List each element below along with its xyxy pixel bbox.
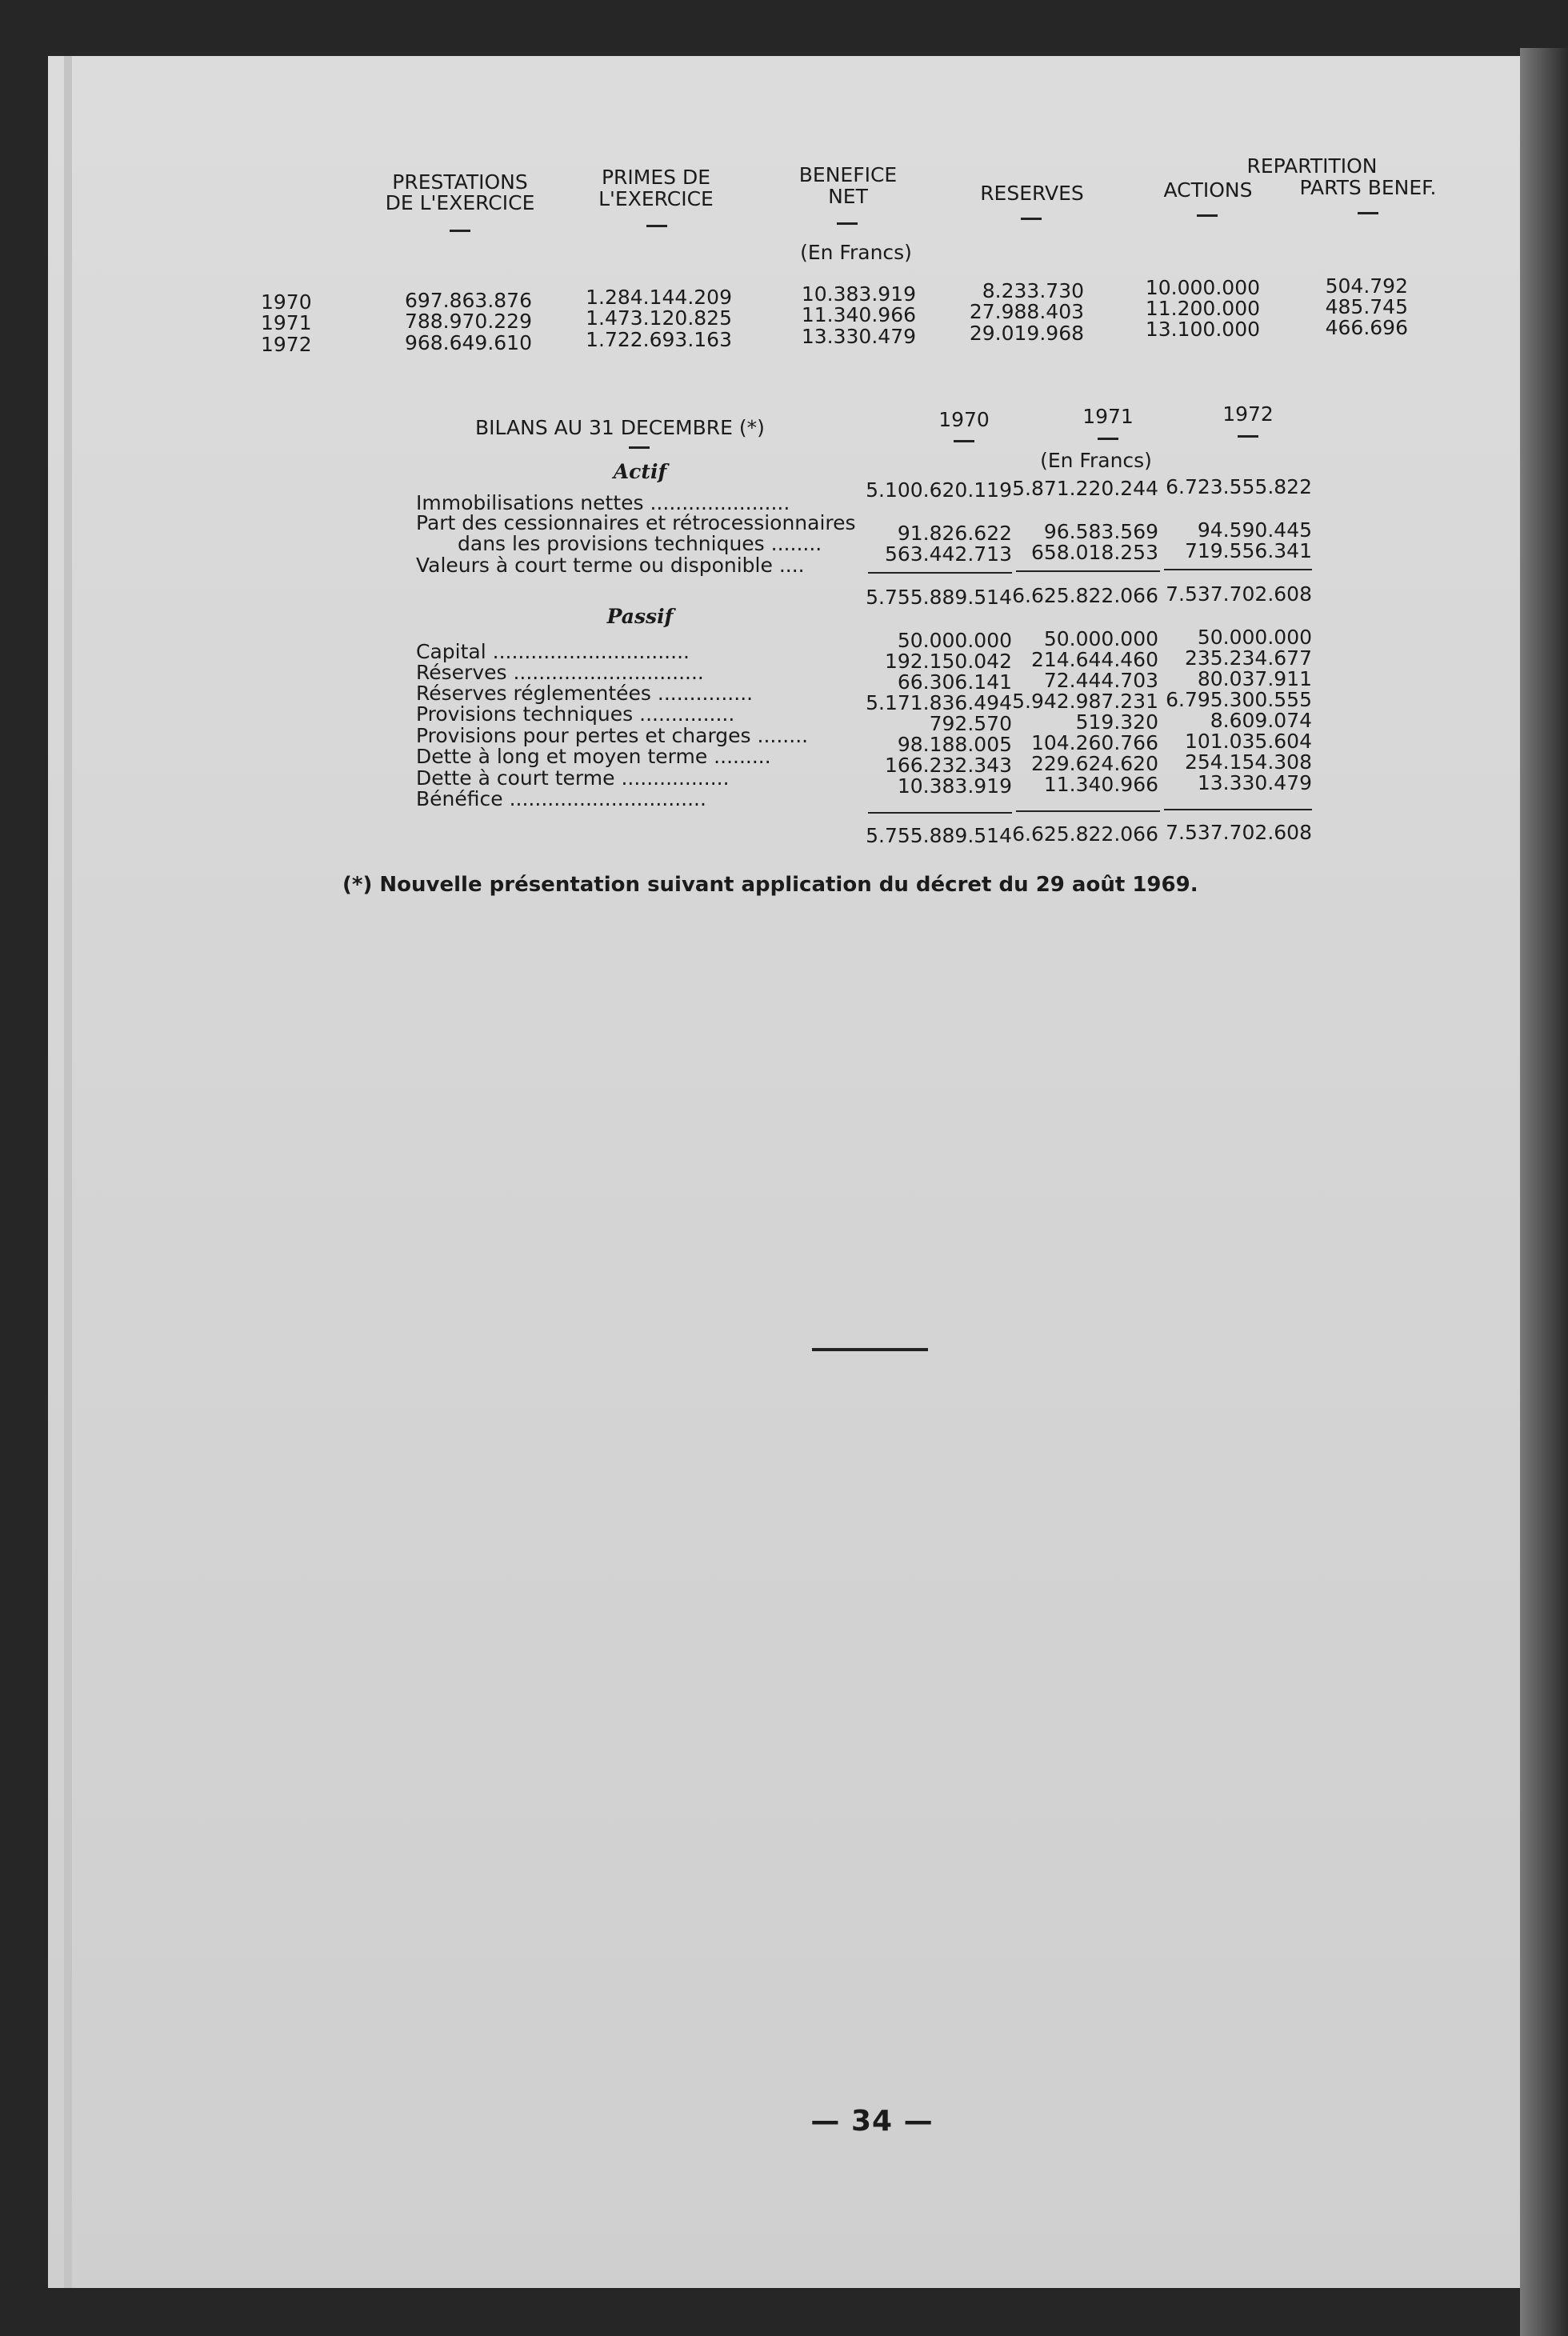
passif-total-1971: 6.625.822.066 (1012, 822, 1158, 846)
document-page (48, 56, 1520, 2288)
table1-benefice: 11.340.966 (801, 303, 916, 326)
passif-label-row: Provisions pour pertes et charges ........ (416, 724, 809, 747)
header-prestations-line2: DE L'EXERCICE (385, 191, 535, 214)
table1-prestations: 697.863.876 (404, 289, 532, 312)
actif-row-label: Immobilisations nettes (416, 491, 644, 514)
passif-value-1970: 5.171.836.494 (866, 691, 1012, 714)
header-primes-line1: PRIMES DE (601, 166, 711, 189)
passif-value-1971: 519.320 (1075, 710, 1158, 734)
passif-row-label: Dette à court terme (416, 766, 615, 790)
total-rule (1164, 569, 1312, 570)
bilans-year-1972: 1972 (1222, 402, 1274, 426)
actif-label: Actif (613, 460, 667, 483)
passif-value-1971: 214.644.460 (1030, 648, 1158, 671)
actif-row-label: Part des cessionnaires et rétrocessionnaires (416, 511, 856, 534)
passif-label-row: Dette à long et moyen terme ......... (416, 745, 771, 768)
bilans-year-1970: 1970 (938, 408, 990, 431)
passif-value-1970: 166.232.343 (884, 754, 1012, 777)
passif-value-1970: 66.306.141 (897, 670, 1012, 694)
actif-row-label: Valeurs à court terme ou disponible (416, 554, 773, 577)
header-dash (450, 230, 470, 232)
total-rule (868, 572, 1012, 574)
table1-primes: 1.722.693.163 (586, 328, 732, 351)
passif-value-1972: 50.000.000 (1197, 626, 1312, 649)
table1-reserves: 8.233.730 (982, 279, 1084, 302)
header-dash (1358, 212, 1378, 214)
bilans-title: BILANS AU 31 DECEMBRE (*) (475, 416, 765, 439)
actif-value-1972: 94.590.445 (1197, 518, 1312, 542)
header-benefice-line2: NET (828, 185, 868, 208)
total-rule (1016, 810, 1160, 812)
passif-total-1972: 7.537.702.608 (1166, 821, 1312, 844)
table1-parts: 466.696 (1325, 316, 1408, 339)
table1-benefice: 13.330.479 (801, 325, 916, 348)
passif-value-1970: 50.000.000 (897, 629, 1012, 652)
header-dash (1197, 214, 1218, 217)
actif-row-label: dans les provisions techniques (458, 532, 765, 555)
actif-value-1970: 5.100.620.119 (866, 478, 1012, 502)
header-dash (1098, 438, 1118, 440)
passif-value-1971: 104.260.766 (1030, 731, 1158, 754)
section-divider (812, 1348, 928, 1351)
passif-label-row: Réserves .............................. (416, 661, 704, 684)
passif-value-1971: 5.942.987.231 (1012, 690, 1158, 713)
passif-label-row: Réserves réglementées ............... (416, 682, 754, 705)
table1-actions: 13.100.000 (1145, 318, 1260, 341)
header-dash (629, 446, 650, 449)
total-rule (868, 812, 1012, 814)
passif-row-label: Dette à long et moyen terme (416, 745, 708, 768)
passif-value-1972: 8.609.074 (1210, 709, 1312, 732)
table1-prestations: 968.649.610 (404, 331, 532, 354)
actif-total-1970: 5.755.889.514 (866, 586, 1012, 609)
passif-label: Passif (606, 605, 674, 628)
total-rule (1016, 570, 1160, 572)
passif-label-row: Dette à court terme ................. (416, 766, 730, 790)
bilans-year-1971: 1971 (1082, 405, 1134, 428)
header-benefice-line1: BENEFICE (798, 163, 898, 186)
total-rule (1164, 809, 1312, 810)
passif-row-label: Provisions pour pertes et charges (416, 724, 751, 747)
page-number: — 34 — (810, 2105, 934, 2138)
bilans-unit: (En Francs) (1040, 449, 1152, 472)
actif-value-1971: 5.871.220.244 (1012, 477, 1158, 500)
table1-year: 1972 (261, 333, 312, 356)
table1-prestations: 788.970.229 (404, 310, 532, 333)
actif-value-1972: 719.556.341 (1184, 539, 1312, 562)
table1-year: 1970 (261, 290, 312, 314)
footnote: (*) Nouvelle présentation suivant application du décret du 29 août 1969. (342, 873, 1198, 897)
passif-value-1971: 72.444.703 (1043, 669, 1158, 692)
actif-value-1972: 6.723.555.822 (1166, 475, 1312, 498)
table1-actions: 11.200.000 (1145, 297, 1260, 320)
passif-value-1970: 10.383.919 (897, 774, 1012, 798)
table1-actions: 10.000.000 (1145, 276, 1260, 299)
passif-row-label: Provisions techniques (416, 702, 634, 726)
header-repartition: REPARTITION (1246, 154, 1378, 178)
passif-row-label: Réserves (416, 661, 507, 684)
header-dash (1021, 218, 1042, 220)
actif-label-row: Immobilisations nettes ...................... (416, 491, 790, 514)
book-spine (1520, 48, 1568, 2336)
passif-value-1971: 11.340.966 (1043, 773, 1158, 796)
actif-value-1970: 563.442.713 (884, 542, 1012, 566)
table1-primes: 1.473.120.825 (586, 306, 732, 330)
passif-value-1972: 80.037.911 (1197, 667, 1312, 690)
passif-label-row: Capital ............................... (416, 640, 690, 663)
actif-value-1970: 91.826.622 (897, 522, 1012, 545)
passif-value-1970: 192.150.042 (884, 650, 1012, 673)
actif-label-row: dans les provisions techniques ........ (458, 532, 822, 555)
passif-total-1970: 5.755.889.514 (866, 824, 1012, 847)
table1-parts: 504.792 (1325, 274, 1408, 298)
header-primes-line2: L'EXERCICE (598, 187, 714, 210)
passif-value-1970: 792.570 (929, 712, 1012, 735)
passif-value-1972: 254.154.308 (1184, 750, 1312, 774)
actif-label-row: Valeurs à court terme ou disponible .... (416, 554, 805, 577)
passif-label-row: Bénéfice ............................... (416, 787, 706, 810)
passif-value-1972: 6.795.300.555 (1166, 688, 1312, 711)
passif-label-row: Provisions techniques ............... (416, 702, 735, 726)
table1-unit: (En Francs) (800, 241, 912, 264)
header-actions: ACTIONS (1163, 178, 1253, 202)
passif-row-label: Capital (416, 640, 486, 663)
passif-value-1972: 101.035.604 (1184, 730, 1312, 753)
actif-total-1972: 7.537.702.608 (1166, 582, 1312, 606)
actif-total-1971: 6.625.822.066 (1012, 584, 1158, 607)
header-dash (837, 222, 858, 225)
header-parts-benef: PARTS BENEF. (1299, 176, 1437, 199)
table1-parts: 485.745 (1325, 295, 1408, 318)
passif-row-label: Bénéfice (416, 787, 503, 810)
header-dash (1238, 435, 1258, 438)
table1-reserves: 27.988.403 (969, 300, 1084, 323)
header-dash (646, 225, 667, 227)
passif-value-1971: 50.000.000 (1043, 627, 1158, 650)
passif-value-1971: 229.624.620 (1030, 752, 1158, 775)
header-reserves: RESERVES (980, 182, 1084, 205)
table1-benefice: 10.383.919 (801, 282, 916, 306)
actif-value-1971: 96.583.569 (1043, 520, 1158, 543)
table1-primes: 1.284.144.209 (586, 286, 732, 309)
header-prestations-line1: PRESTATIONS (392, 170, 528, 194)
table1-year: 1971 (261, 311, 312, 334)
passif-value-1972: 235.234.677 (1184, 646, 1312, 670)
passif-value-1970: 98.188.005 (897, 733, 1012, 756)
passif-row-label: Réserves réglementées (416, 682, 651, 705)
table1-reserves: 29.019.968 (969, 322, 1084, 345)
actif-value-1971: 658.018.253 (1030, 541, 1158, 564)
header-dash (954, 440, 974, 442)
passif-value-1972: 13.330.479 (1197, 771, 1312, 794)
